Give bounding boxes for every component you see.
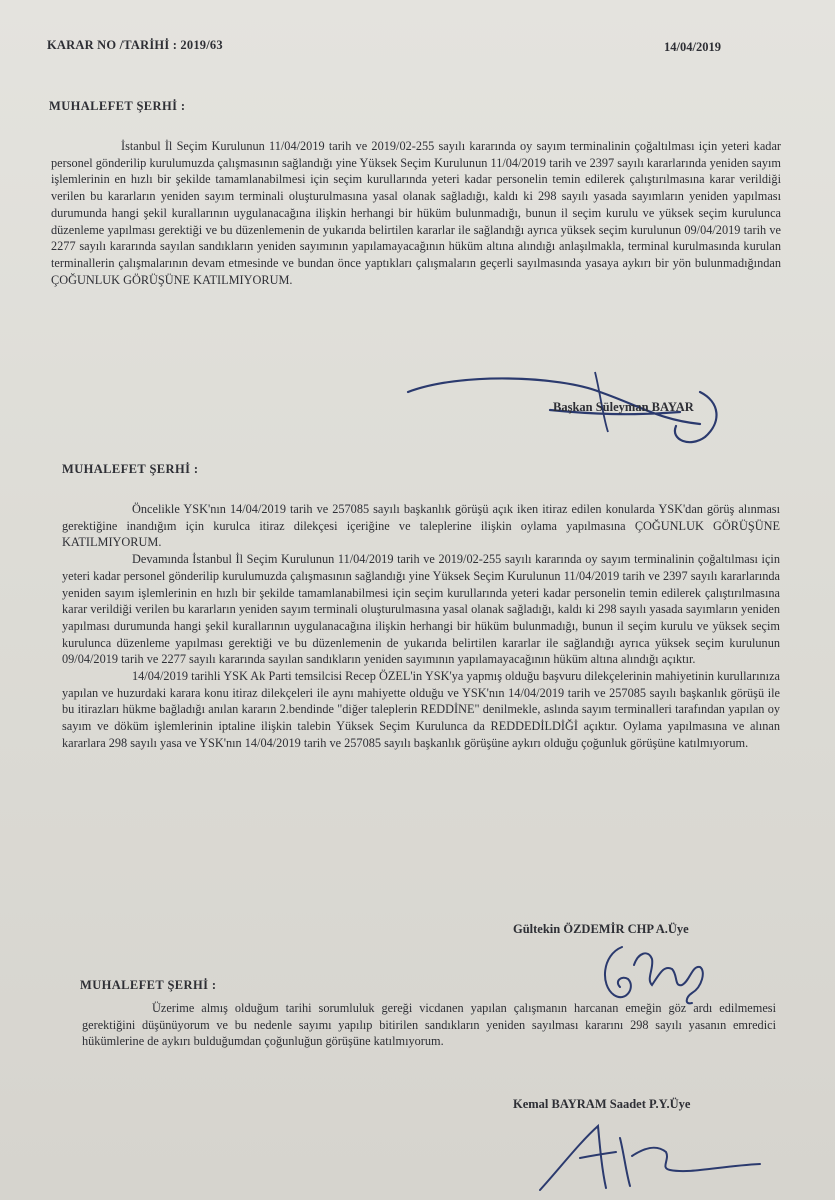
section-3-title: MUHALEFET ŞERHİ : <box>80 978 217 992</box>
section-2-paragraph-2: Devamında İstanbul İl Seçim Kurulunun 11/04/2019 tarih ve 2019/02-255 sayılı kararında oy sayım terminalinin çoğaltılması için yeteri kadar personel gönderilip kurulumuzda çalışmasının sağlandığı yine Yüksek Seçim Kurulunun 11/04/2019 tarih ve 2397 sayılı kararlarında yeniden sayım işlemlerinin en hızlı bir şekilde tamamlanabilmesi için seçim kurullarında yeteri kadar personelin temin edilerek çalıştırılmasına karar verildiği verilen bu kararların yeniden sayım terminali oluşturulmasına yasal olanak sağladığı, kaldı ki 298 sayılı yasada sayımların yeniden yapılması durumunda hangi şekil kurallarının uygulanacağına ilişkin herhangi bir hüküm bulunmadığı, bunun il seçim kurulu ve yüksek seçim kurulunca düzenleme yapılması gerektiği ve bu düzenlemenin de yukarıda belirtilen kararlar ile sağlandığı ayrıca yüksek seçim kurulunun 09/04/2019 tarih ve 2277 sayılı kararında sayılan sandıkların yeniden sayımının yapılamayacağının hüküm altına alındığı açıktır. <box>62 552 780 667</box>
signature-name-3: Kemal BAYRAM Saadet P.Y.Üye <box>513 1097 691 1111</box>
section-2-body <box>62 501 780 752</box>
signature-name-1: Başkan Süleyman BAYAR <box>553 400 694 414</box>
section-2-paragraph-3: 14/04/2019 tarihli YSK Ak Parti temsilcisi Recep ÖZEL'in YSK'ya yapmış olduğu başvuru dilekçelerinin mahiyetinin kurullarınıza yapılan ve huzurdaki karara konu itiraz dilekçeleri ile aynı mahiyette olduğu ve YSK'nın 14/04/2019 tarih ve 257085 sayılı başkanlık görüşü ile bu itirazları hükme bağladığı anılan kararın 2.bendinde "diğer taleplerin REDDİNE" denilmekle, aslında sayım terminalleri tarafından yapılan oy sayım ve döküm işlemlerinin iptaline ilişkin talebin Yüksek Seçim Kurulunca da REDDEDİLDİĞİ açıktır. Oylama yapılmasına ve alınan kararlara 298 sayılı yasa ve YSK'nın 14/04/2019 tarih ve 257085 sayılı başkanlık görüşüne aykırı olduğu çoğunluk görüşüne katılmıyorum. <box>62 669 780 750</box>
section-1-body <box>51 138 781 288</box>
decision-number: KARAR NO /TARİHİ : 2019/63 <box>47 38 223 52</box>
section-1-title: MUHALEFET ŞERHİ : <box>49 99 186 113</box>
section-1-paragraph: İstanbul İl Seçim Kurulunun 11/04/2019 tarih ve 2019/02-255 sayılı kararında oy sayım terminalinin çoğaltılması için yeteri kadar personel gönderilip kurulumuzda çalışmasının sağlandığı yine Yüksek Seçim Kurulunun 11/04/2019 tarih ve 2397 sayılı kararlarında yeniden sayım işlemlerinin en hızlı bir şekilde tamamlanabilmesi için seçim kurullarında yeteri kadar personelin temin edilerek çalıştırılmasına karar verildiği verilen bu kararların yeniden sayım terminali oluşturulmasına yasal olanak sağladığı, kaldı ki 298 sayılı yasada sayımların yeniden yapılması durumunda hangi şekil kurallarının uygulanacağına ilişkin herhangi bir hüküm bulunmadığı, bunun il seçim kurulu ve yüksek seçim kurulunca düzenleme yapılması gerektiği ve bu düzenlemenin de yukarıda belirtilen kararlar ile sağlandığı ayrıca yüksek seçim kurulunun 09/04/2019 tarih ve 2277 sayılı kararında sayılan sandıkların yeniden sayımının yapılamayacağının hüküm altına alındığı anlaşılmakla, terminal kurulmasında kurulan terminallerin çalışmalarının devam etmesinde ve bundan önce yaptıkları çalışmaların geçerli sayılmasında yasaya aykırı bir yön bulunmadığından ÇOĞUNLUK GÖRÜŞÜNE KATILMIYORUM. <box>51 139 781 287</box>
signature-mark-bayram <box>520 1118 780 1198</box>
section-2-paragraph-1: Öncelikle YSK'nın 14/04/2019 tarih ve 257085 sayılı başkanlık görüşü açık iken itiraz edilen konularda YSK'dan görüş alınması gerektiğine inandığım için kurulca itiraz dilekçesi içeriğine ve taleplerine ilişkin oylama yapılmasına ÇOĞUNLUK GÖRÜŞÜNE KATILMIYORUM. <box>62 502 780 550</box>
section-3-body <box>82 1000 776 1050</box>
signature-name-2: Gültekin ÖZDEMİR CHP A.Üye <box>513 922 689 936</box>
section-2-title: MUHALEFET ŞERHİ : <box>62 462 199 476</box>
section-3-paragraph: Üzerime almış olduğum tarihi sorumluluk gereği vicdanen yapılan çalışmanın harcanan emeğin göz ardı edilmemesi gerektiğini düşünüyorum ve bu nedenle sayımı yapılıp bitirilen sandıkların yeniden sayılması kararını 298 sayılı yasanın emredici hükümlerine de aykırı bulduğumdan çoğunluğun görüşüne katılmıyorum. <box>82 1001 776 1049</box>
decision-date: 14/04/2019 <box>664 40 721 54</box>
